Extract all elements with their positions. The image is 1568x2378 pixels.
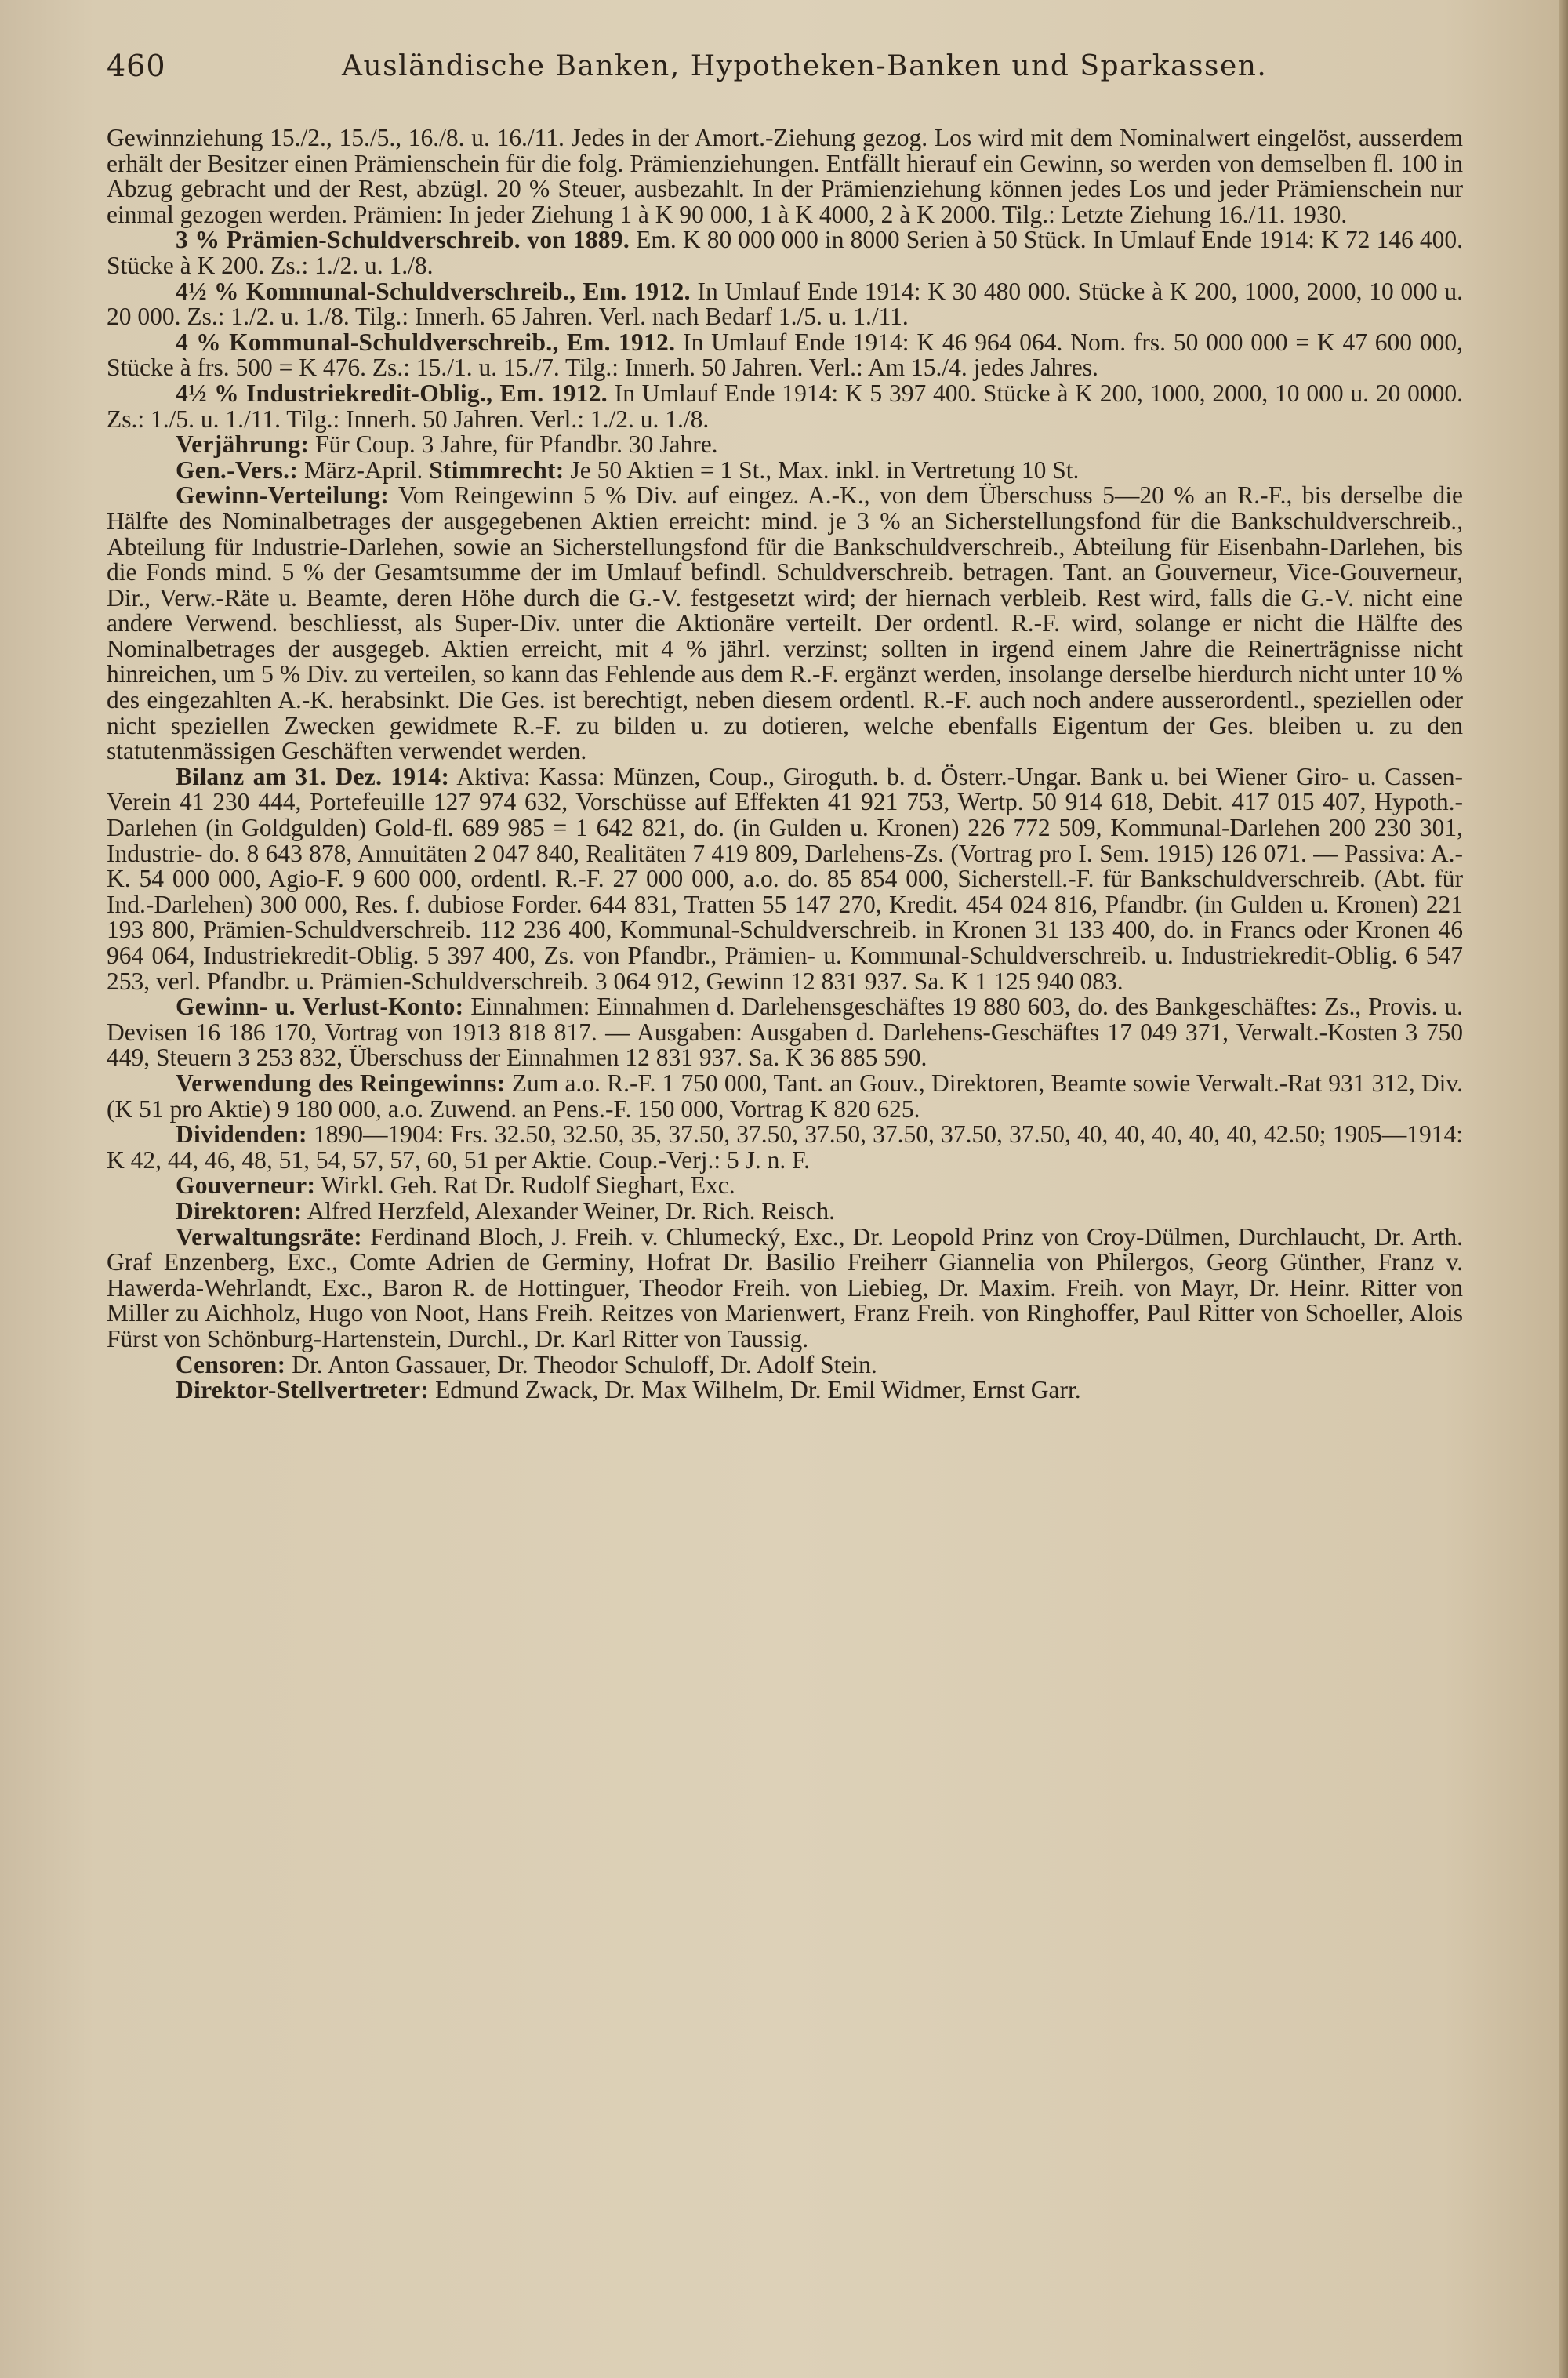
paragraph-text: Alfred Herzfeld, Alexander Weiner, Dr. Rich. Reisch. [302,1196,836,1225]
paragraph-label: 4½ % Industriekredit-Oblig., Em. 1912. [176,379,608,407]
paragraph-gen-vers [107,458,1463,484]
paragraph-label: 4 % Kommunal-Schuldverschreib., Em. 1912. [176,328,676,356]
paragraph-text: Wirkl. Geh. Rat Dr. Rudolf Sieghart, Exc. [315,1171,735,1200]
paragraph-text: März-April. [298,456,430,484]
paragraph-label: Verjährung: [176,430,310,459]
paragraph-verwaltungsraete [107,1222,1463,1352]
paragraph-label: Dividenden: [176,1120,307,1149]
paragraph-text: Einnahmen: Einnahmen d. Darlehensgeschäftes 19 880 603, do. des Bankgeschäftes: Zs., Provis. u. Devisen 16 186 170, Vortrag von 1913 818 817. — Ausgaben: Ausgaben d. Darlehens-Geschäftes 17 049 371, Verwalt.-Kosten 3 750 449, Steuern 3 253 832, Überschuss der Einnahmen 12 831 937. Sa. K 36 885 590. [107,993,1463,1072]
page-body [107,125,1463,1403]
paragraph-text: Aktiva: Kassa: Münzen, Coup., Giroguth. b. d. Österr.-Ungar. Bank u. bei Wiener Giro- u. Cassen-Verein 41 230 444, Portefeuille 127 974 632, Vorschüsse auf Effekten 41 921 753, Wertp. 50 914 618, Debit. 417 015 407, Hypoth.-Darlehen (in Goldgulden) Gold-fl. 689 985 = 1 642 821, do. (in Gulden u. Kronen) 226 772 509, Kommunal-Darlehen 200 230 301, Industrie- do. 8 643 878, Annuitäten 2 047 840, Realitäten 7 419 809, Darlehens-Zs. (Vortrag pro I. Sem. 1915) 126 071. — Passiva: A.-K. 54 000 000, Agio-F. 9 600 000, ordentl. R.-F. 27 000 000, a.o. do. 85 854 000, Sicherstell.-F. für Bankschuldverschreib. (Abt. für Ind.-Darlehen) 300 000, Res. f. dubiose Forder. 644 831, Tratten 55 147 270, Kredit. 454 024 816, Pfandbr. (in Gulden u. Kronen) 221 193 800, Prämien-Schuldverschreib. 112 236 400, Kommunal-Schuldverschreib. in Kronen 31 133 400, do. in Francs oder Kronen 46 964 064, Industriekredit-Oblig. 5 397 400, Zs. von Pfandbr., Prämien- u. Kommunal-Schuldverschreib. u. Industriekredit-Oblig. 6 547 253, verl. Pfandbr. u. Prämien-Schuldverschreib. 3 064 912, Gewinn 12 831 937. Sa. K 1 125 940 083. [107,762,1463,995]
paragraph-verwendung-reingewinn [107,1071,1463,1122]
paragraph-label: Direktoren: [176,1196,303,1225]
paragraph-text-stimmrecht: Je 50 Aktien = 1 St., Max. inkl. in Vertretung 10 St. [564,456,1080,484]
paragraph-label: 3 % Prämien-Schuldverschreib. von 1889. [176,226,630,254]
paragraph-label: Gewinn- u. Verlust-Konto: [176,993,464,1021]
paragraph-gewinn-verteilung [107,483,1463,764]
paragraph-label: Direktor-Stellvertreter: [176,1376,430,1404]
paragraph-kommunal-4 [107,330,1463,381]
paragraph-label: Censoren: [176,1350,286,1378]
paragraph-text: Für Coup. 3 Jahre, für Pfandbr. 30 Jahre. [309,430,718,459]
paragraph-label: Gouverneur: [176,1171,316,1200]
paragraph-censoren [107,1352,1463,1378]
paragraph-text: In Umlauf Ende 1914: K 5 397 400. Stücke à K 200, 1000, 2000, 10 000 u. 20 0000. Zs.: 1./5. u. 1./11. Tilg.: Innerh. 50 Jahren. Verl.: 1./2. u. 1./8. [107,379,1463,433]
paragraph-label: Verwaltungsräte: [176,1222,363,1251]
paragraph-label: Gewinn-Verteilung: [176,481,389,510]
paragraph-label: 4½ % Kommunal-Schuldverschreib., Em. 1912. [176,277,691,305]
page-gutter-shadow [1559,0,1568,2378]
paragraph-label-stimmrecht: Stimmrecht: [429,456,564,484]
paragraph-praemien-schuldverschreib [107,227,1463,278]
paragraph-verjaehrung [107,432,1463,458]
paragraph-text: Zum a.o. R.-F. 1 750 000, Tant. an Gouv., Direktoren, Beamte sowie Verwalt.-Rat 931 312, Div. (K 51 pro Aktie) 9 180 000, a.o. Zuwend. an Pens.-F. 150 000, Vortrag K 820 625. [107,1069,1463,1123]
paragraph-dividenden [107,1122,1463,1173]
paragraph-text: 1890—1904: Frs. 32.50, 32.50, 35, 37.50, 37.50, 37.50, 37.50, 37.50, 37.50, 40, 40, 40, 40, 40, 42.50; 1905—1914: K 42, 44, 46, 48, 51, 54, 57, 57, 60, 51 per Aktie. Coup.-Verj.: 5 J. n. F. [107,1120,1463,1174]
paragraph-text: Edmund Zwack, Dr. Max Wilhelm, Dr. Emil Widmer, Ernst Garr. [429,1376,1081,1404]
paragraph-text: Em. K 80 000 000 in 8000 Serien à 50 Stück. In Umlauf Ende 1914: K 72 146 400. Stücke à K 200. Zs.: 1./2. u. 1./8. [107,226,1463,279]
paragraph-gewinn-verlust-konto [107,994,1463,1071]
paragraph-text: Gewinnziehung 15./2., 15./5., 16./8. u. 16./11. Jedes in der Amort.-Ziehung gezog. Los wird mit dem Nominalwert eingelöst, ausserdem erhält der Besitzer einen Prämienschein für die folg. Prämienziehungen. Entfällt hierauf ein Gewinn, so werden von demselben fl. 100 in Abzug gebracht und der Rest, abzügl. 20 % Steuer, ausbezahlt. In der Prämienziehung können jedes Los und jeder Prämienschein nur einmal gezogen werden. Prämien: In jeder Ziehung 1 à K 90 000, 1 à K 4000, 2 à K 2000. Tilg.: Letzte Ziehung 16./11. 1930. [107,124,1463,228]
paragraph-bilanz [107,764,1463,994]
paragraph-kommunal-4-5 [107,279,1463,330]
running-head: Ausländische Banken, Hypotheken-Banken und Sparkassen. [342,50,1268,82]
paragraph-gouverneur [107,1173,1463,1199]
paragraph-label: Verwendung des Reingewinns: [176,1069,506,1097]
paragraph-label: Bilanz am 31. Dez. 1914: [176,762,450,790]
paragraph-text: Vom Reingewinn 5 % Div. auf eingez. A.-K., von dem Überschuss 5—20 % an R.-F., bis derselbe die Hälfte des Nominalbetrages der ausgegebenen Aktien erreicht: mind. je 3 % an Sicherstellungsfond für die Bankschuldverschreib., Abteilung für Industrie-Darlehen, sowie an Sicherstellungsfond für die Bankschuldverschreib., Abteilung für Eisenbahn-Darlehen, bis die Fonds mind. 5 % der Gesamtsumme der im Umlauf befindl. Schuldverschreib. betragen. Tant. an Gouverneur, Vice-Gouverneur, Dir., Verw.-Räte u. Beamte, deren Höhe durch die G.-V. festgesetzt wird; der hiernach verbleib. Rest wird, falls die G.-V. nicht eine andere Verwend. beschliesst, als Super-Div. unter die Aktionäre verteilt. Der ordentl. R.-F. wird, solange er nicht die Hälfte des Nominalbetrages der ausgegeb. Aktien erreicht, mit 4 % jährl. verzinst; sollten in irgend einem Jahre die Reinerträgnisse nicht hinreichen, um 5 % Div. zu verteilen, so kann das Fehlende aus dem R.-F. ergänzt werden, insolange derselbe hierdurch nicht unter 10 % des eingezahlten A.-K. herabsinkt. Die Ges. ist berechtigt, neben diesem ordentl. R.-F. auch noch andere ausserordentl., speziellen oder nicht speziellen Zwecken gewidmete R.-F. zu bilden u. zu dotieren, welche ebenfalls Eigentum der Ges. bleiben u. zu den statutenmässigen Geschäften verwendet werden. [107,481,1463,765]
page-header [107,49,1518,96]
paragraph-text: In Umlauf Ende 1914: K 46 964 064. Nom. frs. 50 000 000 = K 47 600 000, Stücke à frs. 500 = K 476. Zs.: 15./1. u. 15./7. Tilg.: Innerh. 50 Jahren. Verl.: Am 15./4. jedes Jahres. [107,328,1463,382]
paragraph-label: Gen.-Vers.: [176,456,299,484]
paragraph-industriekredit [107,381,1463,432]
paragraph-text: Dr. Anton Gassauer, Dr. Theodor Schuloff, Dr. Adolf Stein. [285,1350,877,1378]
paragraph-text: Ferdinand Bloch, J. Freih. v. Chlumecký, Exc., Dr. Leopold Prinz von Croy-Dülmen, Durchlaucht, Dr. Arth. Graf Enzenberg, Exc., Comte Adrien de Germiny, Hofrat Dr. Basilio Freiherr Giannelia von Philergos, Georg Günther, Franz v. Hawerda-Wehrlandt, Exc., Baron R. de Hottinguer, Theodor Freih. von Liebieg, Dr. Maxim. Freih. von Mayr, Dr. Heinr. Ritter von Miller zu Aichholz, Hugo von Noot, Hans Freih. Reitzes von Marienwert, Franz Freih. von Ringhoffer, Paul Ritter von Schoeller, Alois Fürst von Schönburg-Hartenstein, Durchl., Dr. Karl Ritter von Taussig. [107,1222,1463,1352]
page-number: 460 [107,49,166,83]
paragraph-direktoren [107,1196,1463,1225]
paragraph-direktor-stellvertreter [107,1378,1463,1403]
paragraph-text: In Umlauf Ende 1914: K 30 480 000. Stücke à K 200, 1000, 2000, 10 000 u. 20 000. Zs.: 1./2. u. 1./8. Tilg.: Innerh. 65 Jahren. Verl. nach Bedarf 1./5. u. 1./11. [107,277,1463,331]
paragraph-gewinnziehung [107,125,1463,227]
